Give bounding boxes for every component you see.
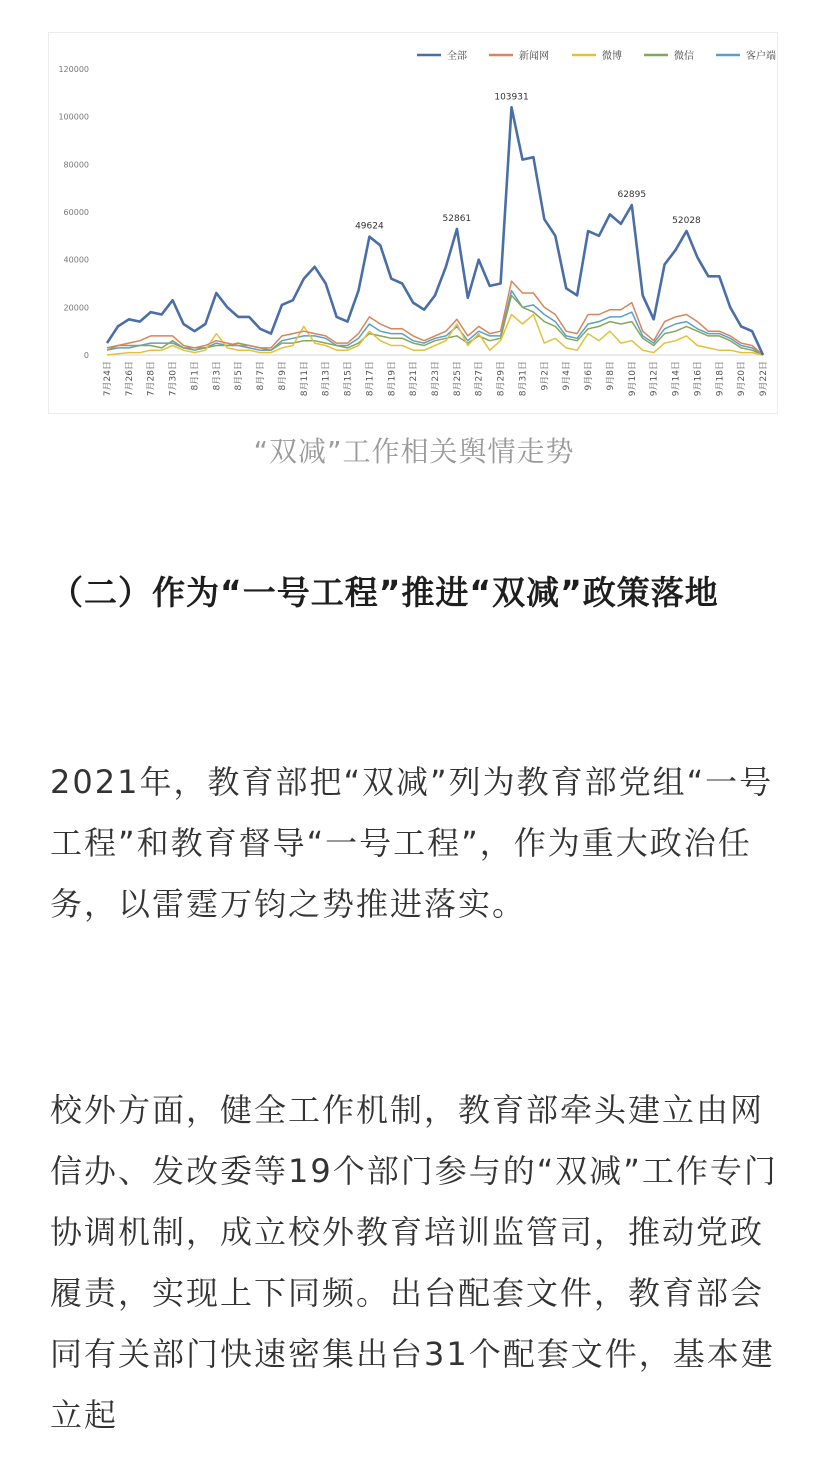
x-tick-label: 9月2日 [540,361,551,391]
x-tick-label: 8月25日 [452,361,463,397]
x-tick-label: 9月18日 [715,361,726,397]
x-tick-label: 8月1日 [190,361,201,391]
x-tick-label: 7月30日 [168,361,179,397]
peak-data-label: 52028 [672,215,701,226]
y-tick-label: 60000 [63,208,89,217]
y-tick-label: 120000 [58,65,89,74]
x-tick-label: 8月29日 [496,361,507,397]
x-tick-label: 9月16日 [693,361,704,397]
x-tick-label: 8月11日 [299,361,310,397]
peak-data-label: 62895 [617,190,647,201]
x-tick-label: 8月7日 [256,361,267,391]
legend-label: 全部 [447,51,467,62]
legend-label: 微信 [674,51,694,62]
x-tick-label: 9月22日 [759,361,769,397]
x-tick-label: 8月27日 [474,361,485,397]
legend-label: 微博 [602,51,622,62]
section-heading: （二）作为“一号工程”推进“双减”政策落地 [50,573,719,612]
x-tick-label: 9月6日 [584,361,595,391]
chart-caption: “双减”工作相关舆情走势 [253,435,575,468]
y-tick-label: 20000 [63,303,89,313]
x-tick-label: 9月4日 [562,361,573,391]
x-tick-label: 8月17日 [365,361,376,397]
y-tick-label: 80000 [63,160,89,170]
x-tick-label: 8月23日 [431,361,441,397]
line-chart [49,33,777,413]
y-tick-label: 0 [83,351,89,360]
paragraph-2: 校外方面，健全工作机制，教育部牵头建立由网信办、发改委等19个部门参与的“双减”工作专门协调机制，成立校外教育培训监管司，推动党政履责，实现上下同频。出台配套文件，教育部会同有关部门快速密集出台31个配套文件，基本建立起 [50,1091,778,1434]
x-tick-label: 8月9日 [277,361,288,391]
paragraph-1: 2021年，教育部把“双减”列为教育部党组“一号工程”和教育督导“一号工程”，作为重大政治任务，以雷霆万钧之势推进落实。 [50,763,774,923]
x-tick-label: 9月12日 [649,361,660,397]
peak-data-label: 103931 [494,92,529,103]
legend-label: 客户端 [746,51,776,62]
x-tick-label: 9月20日 [737,361,748,397]
legend-label: 新闻网 [519,51,549,62]
x-tick-label: 8月3日 [212,361,223,391]
trend-chart [48,32,778,414]
x-tick-label: 7月24日 [103,361,113,397]
peak-data-label: 52861 [442,214,472,225]
x-tick-label: 8月13日 [321,361,332,397]
x-tick-label: 9月10日 [627,361,638,397]
y-tick-label: 40000 [63,255,89,265]
x-tick-label: 8月15日 [343,361,354,397]
x-tick-label: 8月21日 [409,361,420,397]
series-line-0 [107,107,763,355]
y-tick-label: 100000 [58,112,89,122]
x-tick-label: 8月19日 [387,361,398,397]
x-tick-label: 8月5日 [234,361,245,391]
x-tick-label: 7月28日 [146,361,157,397]
peak-data-label: 49624 [355,221,384,232]
x-tick-label: 9月14日 [671,361,682,397]
x-tick-label: 8月31日 [518,361,529,397]
x-tick-label: 9月8日 [605,361,616,391]
x-tick-label: 7月26日 [124,361,135,397]
